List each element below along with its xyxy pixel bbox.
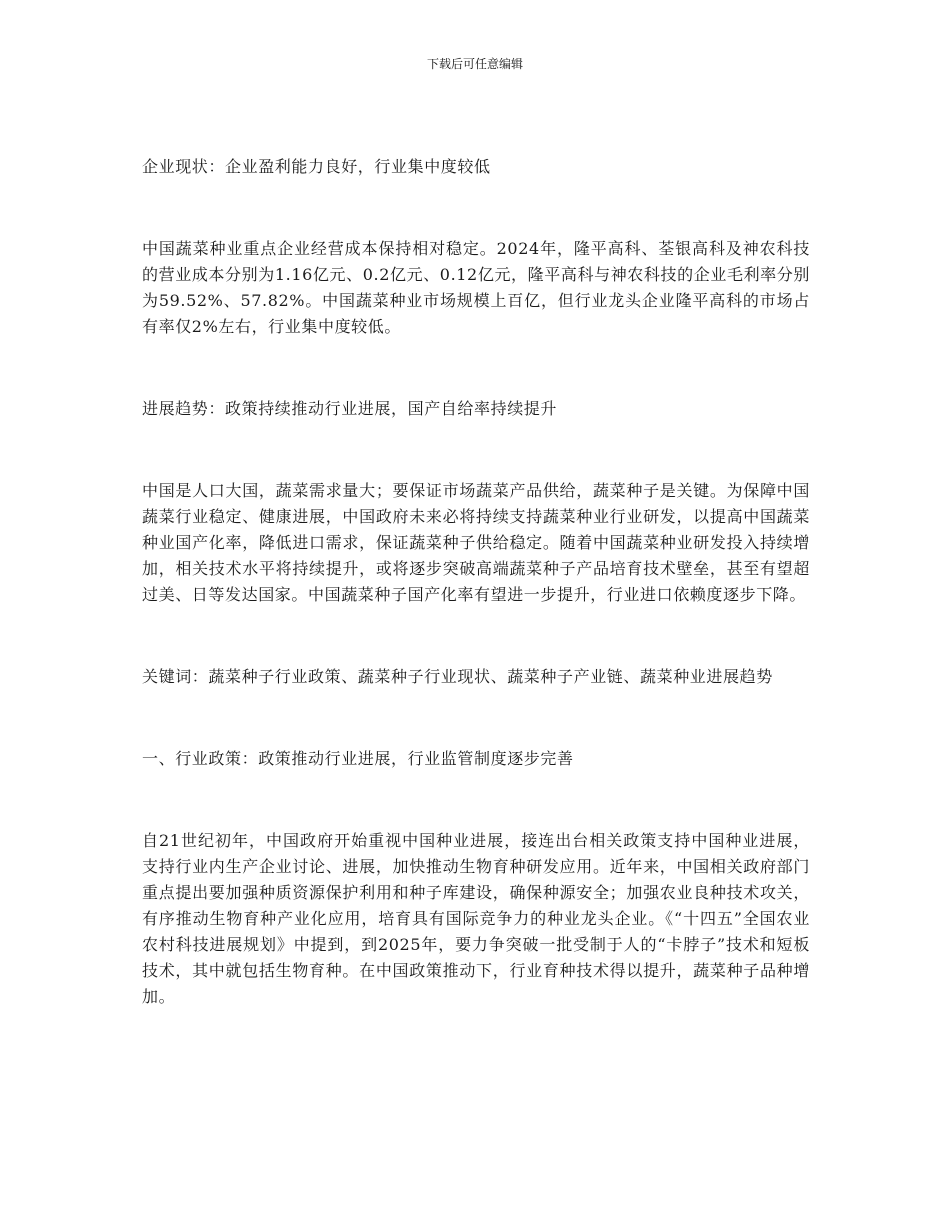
section-heading-industry-policy: 一、行业政策：政策推动行业进展，行业监管制度逐步完善 [142,749,574,768]
page-header: 下载后可任意编辑 [426,57,523,71]
document-body [142,154,810,1010]
section-paragraph-industry-policy: 自21世纪初年，中国政府开始重视中国种业进展，接连出台相关政策支持中国种业进展，支持行业内生产企业讨论、进展，加快推动生物育种研发应用。近年来，中国相关政府部门重点提出要加强种质资源保护利用和种子库建设，确保种源安全；加强农业良种技术攻关，有序推动生物育种产业化应用，培育具有国际竞争力的种业龙头企业。《“十四五”全国农业农村科技进展规划》中提到，到2025年，要力争突破一批受制于人的“卡脖子”技术和短板技术，其中就包括生物育种。在中国政策推动下，行业育种技术得以提升，蔬菜种子品种增加。 [142,831,810,1006]
section-paragraph-development-trend: 中国是人口大国，蔬菜需求量大；要保证市场蔬菜产品供给，蔬菜种子是关键。为保障中国蔬菜行业稳定、健康进展，中国政府未来必将持续支持蔬菜种业行业研发，以提高中国蔬菜种业国产化率，降低进口需求，保证蔬菜种子供给稳定。随着中国蔬菜种业研发投入持续增加，相关技术水平将持续提升，或将逐步突破高端蔬菜种子产品培育技术壁垒，甚至有望超过美、日等发达国家。中国蔬菜种子国产化率有望进一步提升，行业进口依赖度逐步下降。 [142,481,810,604]
keywords-line: 关键词：蔬菜种子行业政策、蔬菜种子行业现状、蔬菜种子产业链、蔬菜种业进展趋势 [142,667,773,686]
section-heading-development-trend: 进展趋势：政策持续推动行业进展，国产自给率持续提升 [142,399,558,418]
section-paragraph-enterprise-status: 中国蔬菜种业重点企业经营成本保持相对稳定。2024年，隆平高科、荃银高科及神农科技的营业成本分别为1.16亿元、0.2亿元、0.12亿元，隆平高科与神农科技的企业毛利率分别为59.52%、57.82%。中国蔬菜种业市场规模上百亿，但行业龙头企业隆平高科的市场占有率仅2%左右，行业集中度较低。 [142,239,810,336]
section-heading-enterprise-status: 企业现状：企业盈利能力良好，行业集中度较低 [142,157,491,176]
